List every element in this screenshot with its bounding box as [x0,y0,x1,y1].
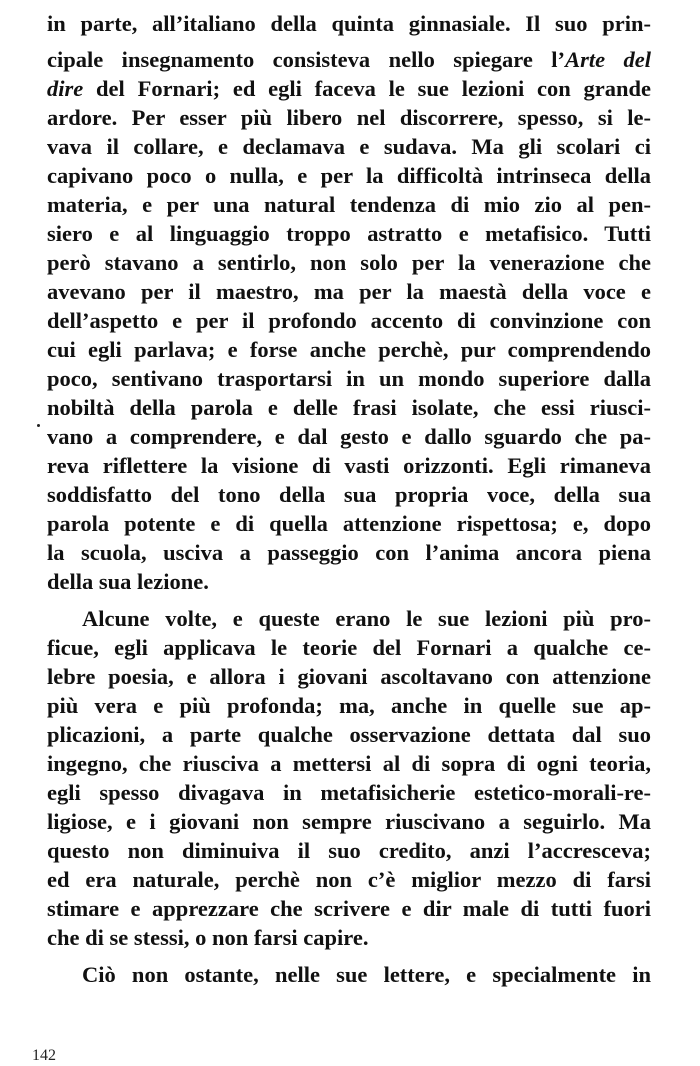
page-number: 142 [32,1047,56,1064]
text-line: Ciò non ostante, nelle sue lettere, e specialmente in [82,962,651,987]
text-line: materia, e per una natural tendenza di mio zio al pen- [47,192,651,217]
text-line: ligiose, e i giovani non sempre riuscivano a seguirlo. Ma [47,809,651,834]
italic-title: Arte del [565,47,651,72]
text-line: avevano per il maestro, ma per la maestà della voce e [47,279,651,304]
text-line: stimare e apprezzare che scrivere e dir male di tutti fuori [47,896,651,921]
text-line: lebre poesia, e allora i giovani ascoltavano con attenzione [47,664,651,689]
text-line: della sua lezione. [47,569,209,594]
text-line: plicazioni, a parte qualche osservazione dettata dal suo [47,722,651,747]
italic-title: dire [47,76,84,101]
text-line: dell’aspetto e per il profondo accento di convinzione con [47,308,651,333]
text-line [47,45,651,74]
text-line: egli spesso divagava in metafisicherie estetico-morali-re- [47,780,651,805]
print-speck [37,424,40,427]
text-line: vava il collare, e declamava e sudava. Ma gli scolari ci [47,134,651,159]
text-line: ed era naturale, perchè non c’è miglior mezzo di farsi [47,867,651,892]
text-line: parola potente e di quella attenzione rispettosa; e, dopo [47,511,651,536]
text-line: siero e al linguaggio troppo astratto e metafisico. Tutti [47,221,651,246]
text-line: la scuola, usciva a passeggio con l’anima ancora piena [47,540,651,565]
text-line: reva riflettere la visione di vasti orizzonti. Egli rimaneva [47,453,651,478]
text-line: cui egli parlava; e forse anche perchè, pur comprendendo [47,337,651,362]
text-line: che di se stessi, o non farsi capire. [47,925,369,950]
text-fragment: del Fornari; ed egli faceva le sue lezioni con grande [96,76,652,101]
text-line: ardore. Per esser più libero nel discorrere, spesso, si le- [47,105,651,130]
text-fragment: cipale insegnamento consisteva nello spiegare l’ [47,47,566,72]
text-line: in parte, all’italiano della quinta ginnasiale. Il suo prin- [47,11,651,36]
text-line: però stavano a sentirlo, non solo per la venerazione che [47,250,651,275]
text-line: soddisfatto del tono della sua propria voce, della sua [47,482,651,507]
text-line: ingegno, che riusciva a mettersi al di sopra di ogni teoria, [47,751,651,776]
text-line: vano a comprendere, e dal gesto e dallo sguardo che pa- [47,424,651,449]
text-line: nobiltà della parola e delle frasi isolate, che essi riusci- [47,395,651,420]
text-line: ficue, egli applicava le teorie del Fornari a qualche ce- [47,635,651,660]
text-line: questo non diminuiva il suo credito, anzi l’accresceva; [47,838,651,863]
text-line: più vera e più profonda; ma, anche in quelle sue ap- [47,693,651,718]
text-line: capivano poco o nulla, e per la difficoltà intrinseca della [47,163,651,188]
text-line: Alcune volte, e queste erano le sue lezioni più pro- [82,606,651,631]
text-line [47,74,651,103]
text-line: poco, sentivano trasportarsi in un mondo superiore dalla [47,366,651,391]
